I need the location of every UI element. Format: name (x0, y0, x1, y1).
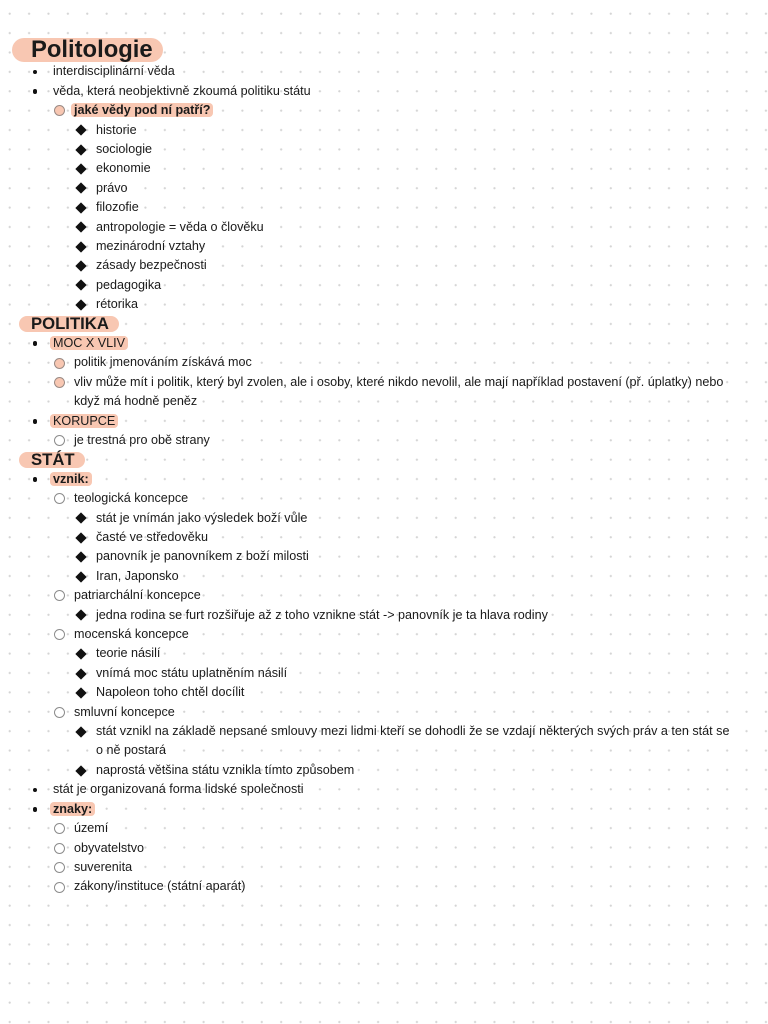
item-text: ekonomie (96, 161, 151, 176)
outline-item (0, 528, 768, 547)
bullet-diamond-icon (75, 532, 86, 543)
item-text-highlighted: znaky: (50, 802, 95, 816)
outline-item (0, 664, 768, 683)
item-text: rétorika (96, 297, 138, 312)
outline-item (0, 606, 768, 625)
item-text: Iran, Japonsko (96, 568, 179, 583)
item-text: je trestná pro obě strany (74, 433, 210, 447)
bullet-circle-icon (54, 629, 65, 640)
section-heading: POLITIKA (19, 316, 119, 332)
item-text: vnímá moc státu uplatněním násilí (96, 665, 288, 680)
outline-item (0, 547, 768, 566)
item-text: stát je organizovaná forma lidské společnosti (53, 782, 304, 797)
item-text: teologická koncepce (74, 491, 189, 506)
section-heading-row (0, 450, 768, 469)
outline-item (0, 101, 768, 120)
outline-item (0, 625, 768, 644)
item-text: suverenita (74, 859, 133, 874)
item-text: mezinárodní vztahy (96, 238, 206, 253)
item-text: interdisciplinární věda (53, 64, 175, 79)
bullet-diamond-icon (75, 260, 86, 271)
bullet-diamond-icon (75, 222, 86, 233)
bullet-disc-icon (33, 807, 38, 812)
item-text-highlighted: MOC X VLIV (50, 336, 128, 350)
outline-item (0, 780, 768, 799)
item-text: politik jmenováním získává moc (74, 355, 252, 370)
outline-item (0, 237, 768, 256)
outline-item (0, 121, 768, 140)
outline-item (0, 722, 768, 761)
page-title: Politologie (12, 38, 163, 62)
bullet-diamond-icon (75, 163, 86, 174)
item-text: území (74, 821, 109, 836)
bullet-diamond-icon (75, 202, 86, 213)
outline-item (0, 198, 768, 217)
item-text: patriarchální koncepce (74, 588, 201, 603)
bullet-diamond-icon (75, 726, 86, 737)
outline-item (0, 877, 768, 896)
outline-item (0, 334, 768, 353)
outline-item (0, 353, 768, 372)
bullet-circle-icon (54, 862, 65, 873)
outline-item (0, 489, 768, 508)
bullet-circle-icon (54, 843, 65, 854)
item-text: obyvatelstvo (74, 840, 145, 855)
outline-item (0, 761, 768, 780)
section-heading: STÁT (19, 452, 85, 468)
outline-item (0, 256, 768, 275)
bullet-diamond-icon (75, 668, 86, 679)
outline-item (0, 683, 768, 702)
item-text: zákony/instituce (státní aparát) (74, 879, 246, 894)
bullet-diamond-icon (75, 765, 86, 776)
item-text: historie (96, 122, 137, 137)
outline-item (0, 644, 768, 663)
bullet-circle-icon (54, 707, 65, 718)
item-text: antropologie = věda o člověku (96, 219, 264, 234)
outline-item (0, 276, 768, 295)
bullet-diamond-icon (75, 144, 86, 155)
item-text: právo (96, 180, 128, 195)
bullet-diamond-icon (75, 648, 86, 659)
outline-item (0, 858, 768, 877)
outline-item (0, 62, 768, 81)
item-text: zásady bezpečnosti (96, 258, 207, 273)
item-text: časté ve středověku (96, 530, 209, 545)
item-text: věda, která neobjektivně zkoumá politiku státu (53, 83, 311, 98)
bullet-circle-icon (54, 377, 65, 388)
bullet-diamond-icon (75, 610, 86, 621)
outline-item (0, 703, 768, 722)
bullet-diamond-icon (75, 687, 86, 698)
item-text-highlighted: KORUPCE (50, 414, 118, 428)
item-text-highlighted: vznik: (50, 472, 92, 486)
outline-item (0, 373, 768, 412)
outline-item (0, 159, 768, 178)
outline-item (0, 431, 768, 450)
outline-item (0, 470, 768, 489)
bullet-diamond-icon (75, 299, 86, 310)
bullet-circle-icon (54, 358, 65, 369)
item-text: panovník je panovníkem z boží milosti (96, 549, 309, 564)
bullet-diamond-icon (75, 125, 86, 136)
bullet-disc-icon (33, 70, 38, 75)
outline-item (0, 179, 768, 198)
item-text: pedagogika (96, 277, 162, 292)
item-text: filozofie (96, 200, 139, 215)
item-text: sociologie (96, 141, 153, 156)
item-text: naprostá většina státu vznikla tímto způsobem (96, 762, 355, 777)
bullet-circle-icon (54, 590, 65, 601)
outline-item (0, 819, 768, 838)
item-text: stát je vnímán jako výsledek boží vůle (96, 510, 308, 525)
bullet-disc-icon (33, 477, 38, 482)
item-text-highlighted: jaké vědy pod ní patří? (71, 103, 213, 117)
bullet-circle-icon (54, 105, 65, 116)
bullet-diamond-icon (75, 280, 86, 291)
bullet-disc-icon (33, 89, 38, 94)
item-text: smluvní koncepce (74, 704, 175, 719)
item-text: vliv může mít i politik, který byl zvolen, ale i osoby, které nikdo nevolil, ale mají například postavení (př. úplatky) nebo když má hodně peněz (74, 374, 724, 409)
bullet-disc-icon (33, 341, 38, 346)
outline-item (0, 839, 768, 858)
item-text: jedna rodina se furt rozšiřuje až z toho vznikne stát -> panovník je ta hlava rodiny (96, 607, 548, 622)
item-text: teorie násilí (96, 646, 161, 661)
bullet-disc-icon (33, 788, 38, 793)
item-text: mocenská koncepce (74, 627, 189, 642)
outline-item (0, 140, 768, 159)
item-text: stát vznikl na základě nepsané smlouvy mezi lidmi kteří se dohodli že se vzdají některých svých práv a ten stát se o ně postará (96, 724, 730, 758)
outline-item (0, 800, 768, 819)
bullet-diamond-icon (75, 241, 86, 252)
outline-item (0, 567, 768, 586)
bullet-diamond-icon (75, 571, 86, 582)
bullet-diamond-icon (75, 513, 86, 524)
outline-item (0, 295, 768, 314)
bullet-circle-icon (54, 493, 65, 504)
outline-item (0, 82, 768, 101)
bullet-diamond-icon (75, 551, 86, 562)
bullet-circle-icon (54, 882, 65, 893)
outline-item (0, 509, 768, 528)
outline-item (0, 412, 768, 431)
outline-item (0, 586, 768, 605)
bullet-disc-icon (33, 419, 38, 424)
bullet-circle-icon (54, 435, 65, 446)
bullet-circle-icon (54, 823, 65, 834)
title-row (0, 38, 768, 62)
outline-item (0, 218, 768, 237)
item-text: Napoleon toho chtěl docílit (96, 685, 245, 700)
bullet-diamond-icon (75, 183, 86, 194)
section-heading-row (0, 315, 768, 334)
